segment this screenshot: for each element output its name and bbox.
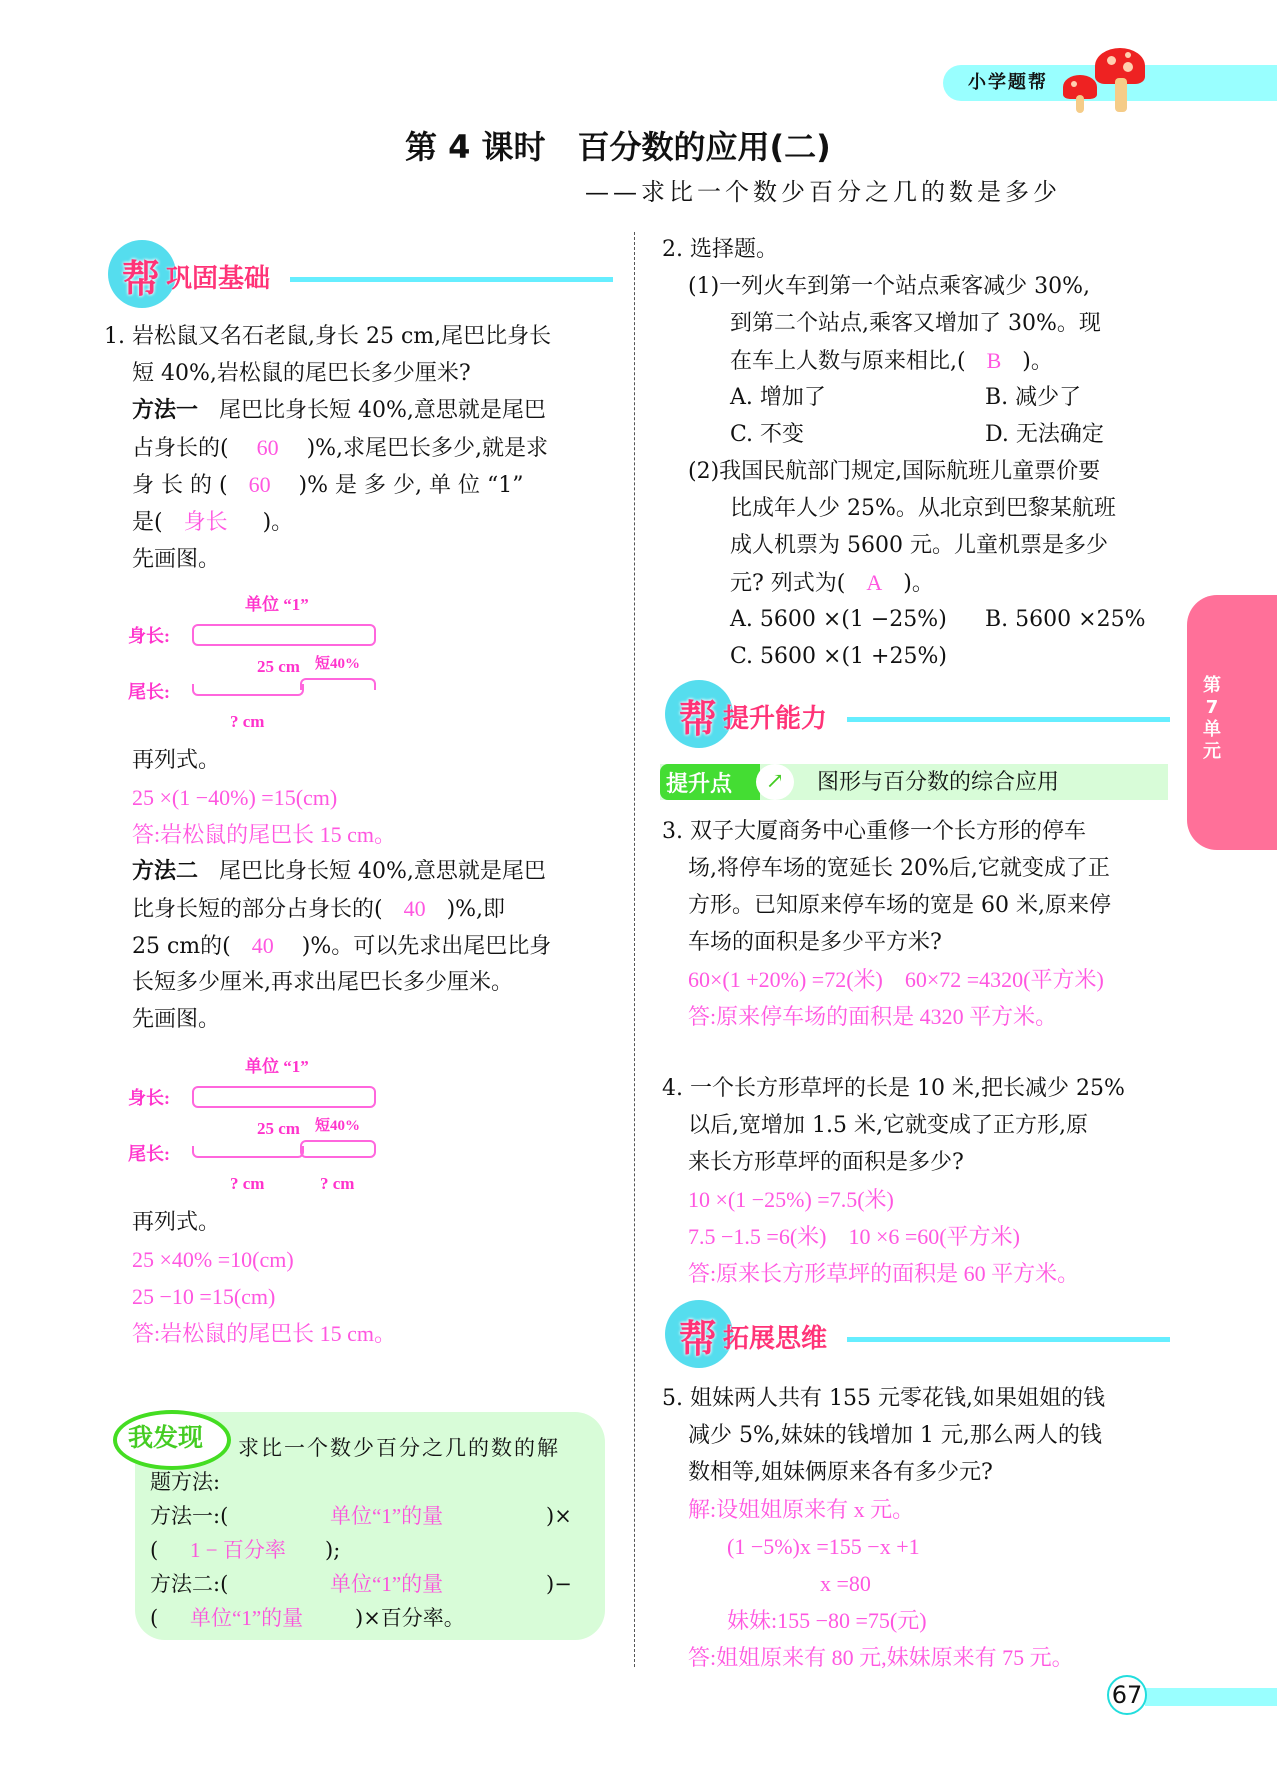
q5-solution-3: x =80 — [820, 1571, 871, 1596]
q1-line1: 1. 岩松鼠又名石老鼠,身长 25 cm,尾巴比身长 — [104, 324, 552, 349]
discovery-line2: 题方法: — [150, 1470, 221, 1494]
answer-fill: 60 — [256, 435, 279, 460]
unknown-label-2: ? cm — [320, 1174, 355, 1193]
text: 身 长 的 ( — [132, 473, 228, 498]
q2-p1-line3 — [730, 342, 1053, 380]
keypoint-text: 图形与百分数的综合应用 — [817, 770, 1060, 795]
tail-label: 尾长: — [128, 1144, 170, 1164]
q1-m2-line3 — [132, 927, 551, 965]
discovery-method1 — [150, 1498, 590, 1535]
q1-method1 — [132, 392, 546, 429]
text: )。 — [262, 510, 294, 535]
q1-m2-line2 — [132, 890, 505, 928]
section-label: 拓展思维 — [723, 1324, 828, 1354]
length-label: 25 cm — [257, 1119, 300, 1138]
short-bar — [300, 1140, 376, 1158]
answer-fill: 身长 — [183, 509, 228, 534]
section-rule — [847, 717, 1170, 722]
q5-answer: 答:姐姐原来有 80 元,妹妹原来有 75 元。 — [688, 1645, 1074, 1670]
draw-instruction-2: 先画图。 — [132, 1007, 221, 1032]
lesson-title: 第 4 课时 百分数的应用(二) — [405, 128, 831, 166]
q2-p2-line1: (2)我国民航部门规定,国际航班儿童票价要 — [688, 459, 1101, 484]
q5-solution-4: 妹妹:155 −80 =75(元) — [727, 1608, 927, 1633]
text: ( — [150, 1538, 159, 1562]
q1-m1-line2 — [132, 429, 548, 467]
q5-line1: 5. 姐妹两人共有 155 元零花钱,如果姐姐的钱 — [662, 1386, 1105, 1411]
section-header-basic — [108, 240, 613, 310]
body-label: 身长: — [128, 1088, 170, 1108]
text: 元? 列式为( — [730, 571, 846, 596]
option-a: A. 增加了 — [730, 385, 826, 410]
section-bang: 帮 — [679, 697, 718, 741]
text: 比身长短的部分占身长的( — [132, 897, 383, 922]
q3-line4: 车场的面积是多少平方米? — [688, 930, 942, 955]
q1-line2: 短 40%,岩松鼠的尾巴长多少厘米? — [132, 361, 471, 386]
body-bar — [192, 624, 376, 646]
text: ( — [150, 1606, 159, 1630]
q3-line2: 场,将停车场的宽延长 20%后,它就变成了正 — [688, 856, 1110, 881]
text: )。 — [903, 571, 934, 596]
text: )×百分率。 — [355, 1606, 465, 1630]
text: 占身长的( — [132, 436, 229, 461]
q4-line1: 4. 一个长方形草坪的长是 10 米,把长减少 25% — [662, 1076, 1125, 1101]
q3-line1: 3. 双子大厦商务中心重修一个长方形的停车 — [662, 819, 1086, 844]
answer-fill: 单位“1”的量 — [330, 1504, 444, 1528]
q1-m2-line4: 长短多少厘米,再求出尾巴长多少厘米。 — [132, 970, 513, 995]
discovery-method1-cont — [150, 1532, 590, 1569]
method1-text: 尾巴比身长短 40%,意思就是尾巴 — [219, 398, 546, 423]
q5-line2: 减少 5%,妹妹的钱增加 1 元,那么两人的钱 — [688, 1423, 1102, 1448]
short-bar — [300, 678, 376, 690]
m2-calculation-1: 25 ×40% =10(cm) — [132, 1247, 294, 1272]
q2-p1-line1: (1)一列火车到第一个站点乘客减少 30%, — [688, 274, 1091, 299]
discovery-method2 — [150, 1566, 590, 1603]
m2-calculation-2: 25 −10 =15(cm) — [132, 1284, 276, 1309]
q1-m1-line4 — [132, 503, 293, 541]
method2-label: 方法二 — [132, 859, 199, 884]
answer-fill: 40 — [251, 933, 274, 958]
list-instruction: 再列式。 — [132, 748, 221, 773]
answer-fill: 单位“1”的量 — [330, 1572, 444, 1596]
answer-fill: B — [986, 348, 1002, 373]
column-divider — [634, 232, 635, 1667]
list-instruction-2: 再列式。 — [132, 1210, 221, 1235]
m1-calculation: 25 ×(1 −40%) =15(cm) — [132, 785, 338, 810]
text: ); — [325, 1538, 341, 1562]
tail-label: 尾长: — [128, 682, 170, 702]
q4-line2: 以后,宽增加 1.5 米,它就变成了正方形,原 — [688, 1113, 1088, 1138]
short-label: 短40% — [315, 1118, 361, 1134]
text: )%。可以先求出尾巴比身 — [301, 934, 552, 959]
method2-text: 尾巴比身长短 40%,意思就是尾巴 — [219, 859, 546, 884]
unit-side-tab-label: 第7单元 — [1203, 675, 1221, 762]
q5-solution-2: (1 −5%)x =155 −x +1 — [727, 1534, 920, 1559]
text: 方法二:( — [150, 1572, 229, 1596]
page-footer-bar — [1145, 1688, 1277, 1706]
tail-bar — [192, 1146, 304, 1158]
q2-p2-line3: 成人机票为 5600 元。儿童机票是多少 — [730, 533, 1108, 558]
section-bang: 帮 — [679, 1317, 718, 1361]
length-label: 25 cm — [257, 657, 300, 676]
text: 方法一:( — [150, 1504, 229, 1528]
q2-p2-line4 — [730, 564, 934, 602]
q3-line3: 方形。已知原来停车场的宽是 60 米,原来停 — [688, 893, 1111, 918]
option-b: B. 减少了 — [985, 385, 1082, 410]
q2-p2-line2: 比成年人少 25%。从北京到巴黎某航班 — [730, 496, 1116, 521]
answer-fill: 60 — [248, 472, 271, 497]
section-header-ability — [665, 680, 1170, 750]
option-c: C. 不变 — [730, 422, 805, 447]
option-c: C. 5600 ×(1 +25%) — [730, 644, 947, 669]
arrow-up-right-icon: ↗ — [756, 764, 794, 800]
section-bang: 帮 — [122, 257, 161, 301]
q1-method2 — [132, 853, 546, 890]
answer-fill: 1 − 百分率 — [190, 1538, 286, 1562]
method1-label: 方法一 — [132, 398, 199, 423]
section-header-extend — [665, 1300, 1170, 1370]
text: 在车上人数与原来相比,( — [730, 349, 966, 374]
m1-answer: 答:岩松鼠的尾巴长 15 cm。 — [132, 822, 396, 847]
unit-label: 单位 “1” — [245, 1057, 309, 1076]
q4-answer: 答:原来长方形草坪的面积是 60 平方米。 — [688, 1261, 1080, 1286]
q4-calculation-2: 7.5 −1.5 =6(米) 10 ×6 =60(平方米) — [688, 1224, 1020, 1249]
answer-fill: 单位“1”的量 — [190, 1606, 304, 1630]
lesson-subtitle: ——求比一个数少百分之几的数是多少 — [585, 178, 1061, 206]
text: )× — [546, 1504, 572, 1528]
unit-label: 单位 “1” — [245, 595, 309, 614]
q2-p1-line2: 到第二个站点,乘客又增加了 30%。现 — [730, 311, 1101, 336]
section-rule — [847, 1337, 1170, 1342]
discovery-line1: 求比一个数少百分之几的数的解 — [238, 1436, 560, 1460]
brand-name: 小学题帮 — [968, 72, 1048, 93]
text: )% 是 多 少, 单 位 “1” — [298, 473, 524, 498]
text: )%,求尾巴长多少,就是求 — [306, 436, 549, 461]
body-label: 身长: — [128, 626, 170, 646]
q3-calculation: 60×(1 +20%) =72(米) 60×72 =4320(平方米) — [688, 967, 1104, 992]
q1-m1-line3 — [132, 466, 523, 504]
q5-line3: 数相等,姐妹俩原来各有多少元? — [688, 1460, 993, 1485]
q2-title: 2. 选择题。 — [662, 237, 778, 262]
text: 25 cm的( — [132, 934, 231, 959]
draw-instruction: 先画图。 — [132, 547, 221, 572]
q5-solution-1: 解:设姐姐原来有 x 元。 — [688, 1497, 915, 1522]
option-b: B. 5600 ×25% — [985, 607, 1146, 632]
body-bar — [192, 1086, 376, 1108]
keypoint-tag-label: 提升点 — [666, 772, 733, 797]
page-number: 67 — [1107, 1675, 1147, 1715]
q4-line3: 来长方形草坪的面积是多少? — [688, 1150, 964, 1175]
text: 是( — [132, 510, 163, 535]
text: )− — [546, 1572, 572, 1596]
discovery-method2-cont — [150, 1600, 590, 1637]
q4-calculation-1: 10 ×(1 −25%) =7.5(米) — [688, 1187, 894, 1212]
section-rule — [290, 277, 613, 282]
short-label: 短40% — [315, 656, 361, 672]
tail-bar — [192, 684, 304, 696]
section-label: 巩固基础 — [166, 264, 271, 294]
m2-answer: 答:岩松鼠的尾巴长 15 cm。 — [132, 1321, 396, 1346]
option-a: A. 5600 ×(1 −25%) — [730, 607, 947, 632]
discovery-badge: 我发现 — [128, 1423, 204, 1452]
q3-answer: 答:原来停车场的面积是 4320 平方米。 — [688, 1004, 1058, 1029]
option-d: D. 无法确定 — [985, 422, 1104, 447]
section-label: 提升能力 — [723, 704, 828, 734]
text: )。 — [1022, 349, 1053, 374]
answer-fill: 40 — [403, 896, 426, 921]
answer-fill: A — [866, 570, 883, 595]
unknown-label: ? cm — [230, 712, 265, 731]
text: )%,即 — [446, 897, 506, 922]
unknown-label: ? cm — [230, 1174, 265, 1193]
